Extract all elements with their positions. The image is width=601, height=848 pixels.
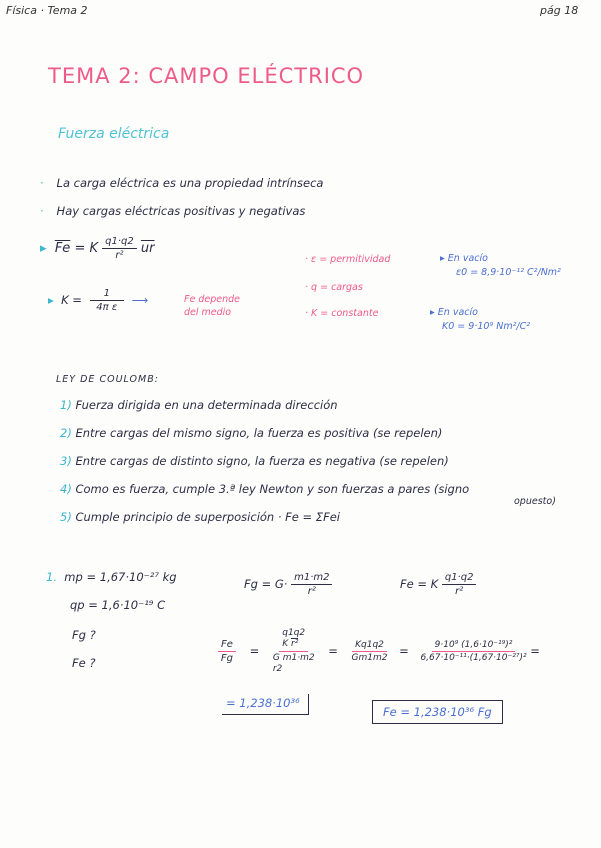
final-result: Fe = 1,238·10³⁶ Fg	[372, 700, 503, 724]
exercise-data-mp: 1. mp = 1,67·10⁻²⁷ kg	[46, 570, 177, 584]
page-number: pág 18	[540, 4, 579, 17]
legend-constante: · K = constante	[305, 308, 379, 319]
coulomb-item: 1) Fuerza dirigida en una determinada dirección	[60, 398, 338, 412]
coulomb-item: 4) Como es fuerza, cumple 3.ª ley Newton y son fuerzas a pares (signo	[60, 482, 470, 496]
k-note: Fe depende del medio	[184, 294, 240, 318]
electric-formula: Fe = K $\frac{q1\cdot q2}{\text{r²}}$	[400, 572, 476, 597]
ratio-expression: $\frac{Fe}{Fg}$ = q1q2 K r² G m1·m2 r2 = $\frac{Kq1q2}{Gm1m2}$ = $\frac{\text{9·10⁹ (1,6·10⁻¹⁹)²}}{\text{6,67·10⁻¹¹·(1,67·10⁻²⁷)²}}$ =	[218, 628, 540, 675]
ratio-result: = 1,238·10³⁶	[222, 694, 309, 715]
course-header: Física · Tema 2	[6, 4, 88, 17]
arrow-right-icon: ▸	[40, 241, 51, 256]
bullet-item: · La carga eléctrica es una propiedad intrínseca	[40, 176, 324, 190]
exercise-question-fe: Fe ?	[72, 656, 96, 670]
exercise-question-fg: Fg ?	[72, 628, 96, 642]
exercise-data-qp: qp = 1,6·10⁻¹⁹ C	[70, 598, 166, 612]
gravitational-formula: Fg = G· $\frac{m1\cdot m2}{\text{r²}}$	[244, 572, 332, 597]
bullet-item: · Hay cargas eléctricas positivas y negativas	[40, 204, 306, 218]
section-heading: Fuerza eléctrica	[58, 126, 170, 142]
legend-permitividad: · ε = permitividad	[305, 254, 391, 265]
k-formula: ▸ K = $\frac{1}{\text{4π ε}}$ ⟶	[48, 288, 149, 313]
vacuum-constant-note: ▸ En vacío K0 = 9·10⁹ Nm²/C²	[430, 307, 531, 332]
bullet-dot-icon: ·	[40, 204, 52, 218]
coulomb-heading: LEY DE COULOMB:	[56, 374, 159, 385]
arrow-right-icon: ▸	[48, 293, 58, 307]
coulomb-item: 5) Cumple principio de superposición · Fe = ΣFei	[60, 510, 340, 524]
coulomb-item-4-tail: opuesto)	[514, 496, 556, 507]
long-arrow-icon: ⟶	[131, 293, 149, 307]
bullet-dot-icon: ·	[40, 176, 52, 190]
coulomb-formula: ▸ $\overline{Fe} = K$ $\frac{q1\cdot q2}{\text{r²}}$ $\overline{ur}$	[40, 236, 155, 261]
coulomb-item: 3) Entre cargas de distinto signo, la fuerza es negativa (se repelen)	[60, 454, 449, 468]
vacuum-permittivity-note: ▸ En vacío ε0 = 8,9·10⁻¹² C²/Nm²	[440, 253, 561, 278]
coulomb-item: 2) Entre cargas del mismo signo, la fuerza es positiva (se repelen)	[60, 426, 443, 440]
legend-cargas: · q = cargas	[305, 282, 363, 293]
page-title: TEMA 2: CAMPO ELÉCTRICO	[48, 64, 365, 88]
